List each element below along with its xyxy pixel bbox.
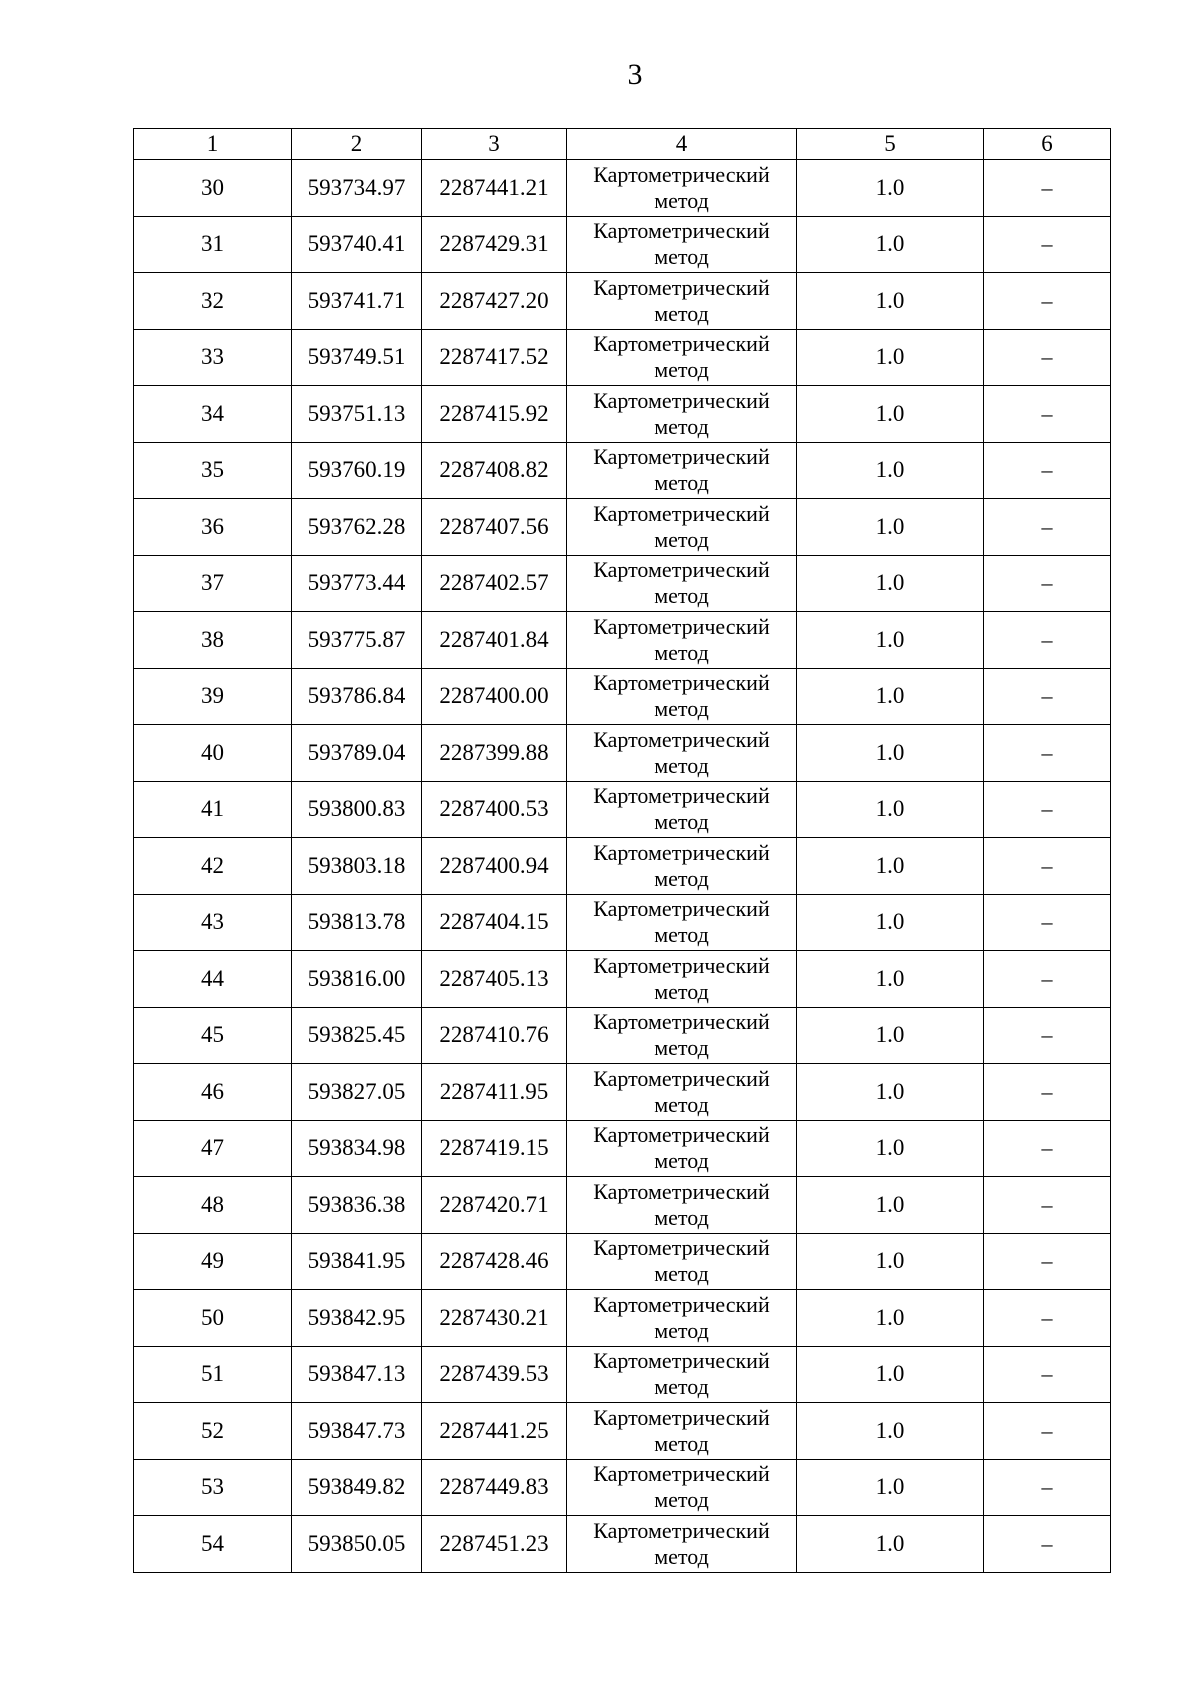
table-row bbox=[134, 160, 1111, 217]
method-cell bbox=[567, 1007, 797, 1064]
point-number-cell: 51 bbox=[134, 1346, 292, 1403]
method-cell bbox=[567, 160, 797, 217]
method-line-1: Картометрический bbox=[593, 1122, 770, 1148]
accuracy-cell: 1.0 bbox=[797, 1233, 984, 1290]
table-row bbox=[134, 216, 1111, 273]
method-line-1: Картометрический bbox=[593, 783, 770, 809]
x-coordinate-cell: 593849.82 bbox=[292, 1459, 422, 1516]
method-line-2: метод bbox=[654, 696, 709, 722]
point-number-cell: 32 bbox=[134, 273, 292, 330]
method-line-1: Картометрический bbox=[593, 557, 770, 583]
point-number-cell: 50 bbox=[134, 1290, 292, 1347]
note-cell: – bbox=[984, 1064, 1111, 1121]
method-cell bbox=[567, 216, 797, 273]
method-line-1: Картометрический bbox=[593, 1517, 770, 1543]
note-cell: – bbox=[984, 668, 1111, 725]
note-cell: – bbox=[984, 951, 1111, 1008]
table-row bbox=[134, 725, 1111, 782]
accuracy-cell: 1.0 bbox=[797, 1064, 984, 1121]
method-cell bbox=[567, 1064, 797, 1121]
method-line-2: метод bbox=[654, 470, 709, 496]
method-cell bbox=[567, 668, 797, 725]
table-row bbox=[134, 442, 1111, 499]
header-cell: 6 bbox=[984, 129, 1111, 160]
method-line-1: Картометрический bbox=[593, 726, 770, 752]
method-line-2: метод bbox=[654, 978, 709, 1004]
x-coordinate-cell: 593775.87 bbox=[292, 612, 422, 669]
table-row bbox=[134, 781, 1111, 838]
method-line-2: метод bbox=[654, 809, 709, 835]
method-cell bbox=[567, 273, 797, 330]
x-coordinate-cell: 593841.95 bbox=[292, 1233, 422, 1290]
accuracy-cell: 1.0 bbox=[797, 838, 984, 895]
x-coordinate-cell: 593827.05 bbox=[292, 1064, 422, 1121]
method-line-2: метод bbox=[654, 752, 709, 778]
method-cell bbox=[567, 725, 797, 782]
method-line-2: метод bbox=[654, 300, 709, 326]
note-cell: – bbox=[984, 838, 1111, 895]
point-number-cell: 38 bbox=[134, 612, 292, 669]
method-line-2: метод bbox=[654, 413, 709, 439]
method-line-2: метод bbox=[654, 1317, 709, 1343]
method-line-1: Картометрический bbox=[593, 444, 770, 470]
note-cell: – bbox=[984, 725, 1111, 782]
method-cell bbox=[567, 555, 797, 612]
accuracy-cell: 1.0 bbox=[797, 668, 984, 725]
accuracy-cell: 1.0 bbox=[797, 725, 984, 782]
table-row bbox=[134, 386, 1111, 443]
note-cell: – bbox=[984, 1177, 1111, 1234]
method-cell bbox=[567, 1516, 797, 1573]
header-cell: 4 bbox=[567, 129, 797, 160]
method-line-2: метод bbox=[654, 357, 709, 383]
point-number-cell: 30 bbox=[134, 160, 292, 217]
page-number: 3 bbox=[627, 58, 643, 91]
table-row bbox=[134, 329, 1111, 386]
table-header-row bbox=[134, 129, 1111, 160]
y-coordinate-cell: 2287417.52 bbox=[422, 329, 567, 386]
method-line-2: метод bbox=[654, 1543, 709, 1569]
point-number-cell: 37 bbox=[134, 555, 292, 612]
table-row bbox=[134, 1459, 1111, 1516]
x-coordinate-cell: 593749.51 bbox=[292, 329, 422, 386]
note-cell: – bbox=[984, 1403, 1111, 1460]
note-cell: – bbox=[984, 499, 1111, 556]
point-number-cell: 31 bbox=[134, 216, 292, 273]
method-cell bbox=[567, 612, 797, 669]
note-cell: – bbox=[984, 612, 1111, 669]
method-line-2: метод bbox=[654, 1204, 709, 1230]
x-coordinate-cell: 593789.04 bbox=[292, 725, 422, 782]
y-coordinate-cell: 2287399.88 bbox=[422, 725, 567, 782]
method-line-2: метод bbox=[654, 244, 709, 270]
accuracy-cell: 1.0 bbox=[797, 1516, 984, 1573]
method-line-2: метод bbox=[654, 1430, 709, 1456]
method-cell bbox=[567, 1290, 797, 1347]
x-coordinate-cell: 593760.19 bbox=[292, 442, 422, 499]
table-row bbox=[134, 1064, 1111, 1121]
x-coordinate-cell: 593836.38 bbox=[292, 1177, 422, 1234]
note-cell: – bbox=[984, 216, 1111, 273]
y-coordinate-cell: 2287449.83 bbox=[422, 1459, 567, 1516]
accuracy-cell: 1.0 bbox=[797, 442, 984, 499]
accuracy-cell: 1.0 bbox=[797, 216, 984, 273]
method-cell bbox=[567, 329, 797, 386]
method-line-1: Картометрический bbox=[593, 1065, 770, 1091]
note-cell: – bbox=[984, 1459, 1111, 1516]
method-line-1: Картометрический bbox=[593, 613, 770, 639]
y-coordinate-cell: 2287441.25 bbox=[422, 1403, 567, 1460]
y-coordinate-cell: 2287429.31 bbox=[422, 216, 567, 273]
x-coordinate-cell: 593800.83 bbox=[292, 781, 422, 838]
accuracy-cell: 1.0 bbox=[797, 160, 984, 217]
point-number-cell: 46 bbox=[134, 1064, 292, 1121]
accuracy-cell: 1.0 bbox=[797, 1177, 984, 1234]
point-number-cell: 48 bbox=[134, 1177, 292, 1234]
method-line-1: Картометрический bbox=[593, 161, 770, 187]
table-row bbox=[134, 1120, 1111, 1177]
note-cell: – bbox=[984, 1007, 1111, 1064]
accuracy-cell: 1.0 bbox=[797, 1346, 984, 1403]
method-line-1: Картометрический bbox=[593, 1178, 770, 1204]
table-row bbox=[134, 1346, 1111, 1403]
x-coordinate-cell: 593803.18 bbox=[292, 838, 422, 895]
method-cell bbox=[567, 1403, 797, 1460]
x-coordinate-cell: 593816.00 bbox=[292, 951, 422, 1008]
table-row bbox=[134, 555, 1111, 612]
y-coordinate-cell: 2287410.76 bbox=[422, 1007, 567, 1064]
note-cell: – bbox=[984, 386, 1111, 443]
table-row bbox=[134, 894, 1111, 951]
method-line-1: Картометрический bbox=[593, 387, 770, 413]
method-line-2: метод bbox=[654, 1148, 709, 1174]
table-row bbox=[134, 1516, 1111, 1573]
method-line-1: Картометрический bbox=[593, 839, 770, 865]
method-cell bbox=[567, 951, 797, 1008]
note-cell: – bbox=[984, 1120, 1111, 1177]
y-coordinate-cell: 2287415.92 bbox=[422, 386, 567, 443]
method-line-2: метод bbox=[654, 865, 709, 891]
point-number-cell: 40 bbox=[134, 725, 292, 782]
header-cell: 3 bbox=[422, 129, 567, 160]
y-coordinate-cell: 2287420.71 bbox=[422, 1177, 567, 1234]
method-line-2: метод bbox=[654, 1487, 709, 1513]
table-body bbox=[134, 160, 1111, 1573]
y-coordinate-cell: 2287451.23 bbox=[422, 1516, 567, 1573]
note-cell: – bbox=[984, 1516, 1111, 1573]
note-cell: – bbox=[984, 329, 1111, 386]
note-cell: – bbox=[984, 781, 1111, 838]
x-coordinate-cell: 593740.41 bbox=[292, 216, 422, 273]
point-number-cell: 41 bbox=[134, 781, 292, 838]
accuracy-cell: 1.0 bbox=[797, 329, 984, 386]
x-coordinate-cell: 593813.78 bbox=[292, 894, 422, 951]
y-coordinate-cell: 2287400.00 bbox=[422, 668, 567, 725]
accuracy-cell: 1.0 bbox=[797, 386, 984, 443]
y-coordinate-cell: 2287400.53 bbox=[422, 781, 567, 838]
point-number-cell: 43 bbox=[134, 894, 292, 951]
note-cell: – bbox=[984, 273, 1111, 330]
note-cell: – bbox=[984, 1290, 1111, 1347]
y-coordinate-cell: 2287404.15 bbox=[422, 894, 567, 951]
method-line-2: метод bbox=[654, 922, 709, 948]
y-coordinate-cell: 2287430.21 bbox=[422, 1290, 567, 1347]
point-number-cell: 49 bbox=[134, 1233, 292, 1290]
point-number-cell: 52 bbox=[134, 1403, 292, 1460]
table-row bbox=[134, 1007, 1111, 1064]
point-number-cell: 39 bbox=[134, 668, 292, 725]
table-row bbox=[134, 499, 1111, 556]
point-number-cell: 33 bbox=[134, 329, 292, 386]
method-line-1: Картометрический bbox=[593, 1461, 770, 1487]
point-number-cell: 53 bbox=[134, 1459, 292, 1516]
y-coordinate-cell: 2287402.57 bbox=[422, 555, 567, 612]
method-line-2: метод bbox=[654, 639, 709, 665]
y-coordinate-cell: 2287441.21 bbox=[422, 160, 567, 217]
x-coordinate-cell: 593773.44 bbox=[292, 555, 422, 612]
y-coordinate-cell: 2287428.46 bbox=[422, 1233, 567, 1290]
x-coordinate-cell: 593834.98 bbox=[292, 1120, 422, 1177]
x-coordinate-cell: 593762.28 bbox=[292, 499, 422, 556]
point-number-cell: 44 bbox=[134, 951, 292, 1008]
point-number-cell: 42 bbox=[134, 838, 292, 895]
accuracy-cell: 1.0 bbox=[797, 1290, 984, 1347]
accuracy-cell: 1.0 bbox=[797, 555, 984, 612]
x-coordinate-cell: 593751.13 bbox=[292, 386, 422, 443]
y-coordinate-cell: 2287400.94 bbox=[422, 838, 567, 895]
note-cell: – bbox=[984, 1233, 1111, 1290]
table-row bbox=[134, 1403, 1111, 1460]
accuracy-cell: 1.0 bbox=[797, 612, 984, 669]
method-cell bbox=[567, 894, 797, 951]
method-cell bbox=[567, 499, 797, 556]
method-line-1: Картометрический bbox=[593, 1291, 770, 1317]
method-cell bbox=[567, 1459, 797, 1516]
accuracy-cell: 1.0 bbox=[797, 951, 984, 1008]
y-coordinate-cell: 2287419.15 bbox=[422, 1120, 567, 1177]
y-coordinate-cell: 2287427.20 bbox=[422, 273, 567, 330]
accuracy-cell: 1.0 bbox=[797, 1007, 984, 1064]
method-line-1: Картометрический bbox=[593, 274, 770, 300]
x-coordinate-cell: 593847.13 bbox=[292, 1346, 422, 1403]
y-coordinate-cell: 2287439.53 bbox=[422, 1346, 567, 1403]
coordinates-table bbox=[133, 128, 1111, 1573]
accuracy-cell: 1.0 bbox=[797, 1459, 984, 1516]
table-row bbox=[134, 1177, 1111, 1234]
x-coordinate-cell: 593842.95 bbox=[292, 1290, 422, 1347]
table-row bbox=[134, 612, 1111, 669]
note-cell: – bbox=[984, 160, 1111, 217]
note-cell: – bbox=[984, 555, 1111, 612]
accuracy-cell: 1.0 bbox=[797, 273, 984, 330]
y-coordinate-cell: 2287401.84 bbox=[422, 612, 567, 669]
accuracy-cell: 1.0 bbox=[797, 781, 984, 838]
method-line-2: метод bbox=[654, 1091, 709, 1117]
method-line-1: Картометрический bbox=[593, 952, 770, 978]
x-coordinate-cell: 593850.05 bbox=[292, 1516, 422, 1573]
method-line-1: Картометрический bbox=[593, 500, 770, 526]
point-number-cell: 47 bbox=[134, 1120, 292, 1177]
point-number-cell: 45 bbox=[134, 1007, 292, 1064]
note-cell: – bbox=[984, 894, 1111, 951]
method-line-1: Картометрический bbox=[593, 218, 770, 244]
header-cell: 2 bbox=[292, 129, 422, 160]
header-cell: 5 bbox=[797, 129, 984, 160]
method-line-1: Картометрический bbox=[593, 896, 770, 922]
x-coordinate-cell: 593734.97 bbox=[292, 160, 422, 217]
method-cell bbox=[567, 1346, 797, 1403]
table-row bbox=[134, 1233, 1111, 1290]
table-row bbox=[134, 838, 1111, 895]
method-cell bbox=[567, 442, 797, 499]
point-number-cell: 54 bbox=[134, 1516, 292, 1573]
method-line-2: метод bbox=[654, 1261, 709, 1287]
method-line-1: Картометрический bbox=[593, 1235, 770, 1261]
method-line-1: Картометрический bbox=[593, 1404, 770, 1430]
method-line-2: метод bbox=[654, 583, 709, 609]
x-coordinate-cell: 593847.73 bbox=[292, 1403, 422, 1460]
method-line-1: Картометрический bbox=[593, 1009, 770, 1035]
method-cell bbox=[567, 1120, 797, 1177]
method-line-1: Картометрический bbox=[593, 1348, 770, 1374]
y-coordinate-cell: 2287407.56 bbox=[422, 499, 567, 556]
note-cell: – bbox=[984, 442, 1111, 499]
x-coordinate-cell: 593825.45 bbox=[292, 1007, 422, 1064]
note-cell: – bbox=[984, 1346, 1111, 1403]
method-line-1: Картометрический bbox=[593, 331, 770, 357]
x-coordinate-cell: 593786.84 bbox=[292, 668, 422, 725]
method-line-2: метод bbox=[654, 187, 709, 213]
table-row bbox=[134, 1290, 1111, 1347]
method-cell bbox=[567, 781, 797, 838]
header-cell: 1 bbox=[134, 129, 292, 160]
table-row bbox=[134, 668, 1111, 725]
method-cell bbox=[567, 1233, 797, 1290]
table-row bbox=[134, 273, 1111, 330]
method-line-2: метод bbox=[654, 1035, 709, 1061]
accuracy-cell: 1.0 bbox=[797, 894, 984, 951]
point-number-cell: 36 bbox=[134, 499, 292, 556]
y-coordinate-cell: 2287411.95 bbox=[422, 1064, 567, 1121]
accuracy-cell: 1.0 bbox=[797, 499, 984, 556]
point-number-cell: 34 bbox=[134, 386, 292, 443]
accuracy-cell: 1.0 bbox=[797, 1120, 984, 1177]
method-cell bbox=[567, 386, 797, 443]
method-line-2: метод bbox=[654, 526, 709, 552]
method-line-1: Картометрический bbox=[593, 670, 770, 696]
method-cell bbox=[567, 1177, 797, 1234]
accuracy-cell: 1.0 bbox=[797, 1403, 984, 1460]
point-number-cell: 35 bbox=[134, 442, 292, 499]
y-coordinate-cell: 2287408.82 bbox=[422, 442, 567, 499]
y-coordinate-cell: 2287405.13 bbox=[422, 951, 567, 1008]
method-cell bbox=[567, 838, 797, 895]
method-line-2: метод bbox=[654, 1374, 709, 1400]
x-coordinate-cell: 593741.71 bbox=[292, 273, 422, 330]
table-row bbox=[134, 951, 1111, 1008]
